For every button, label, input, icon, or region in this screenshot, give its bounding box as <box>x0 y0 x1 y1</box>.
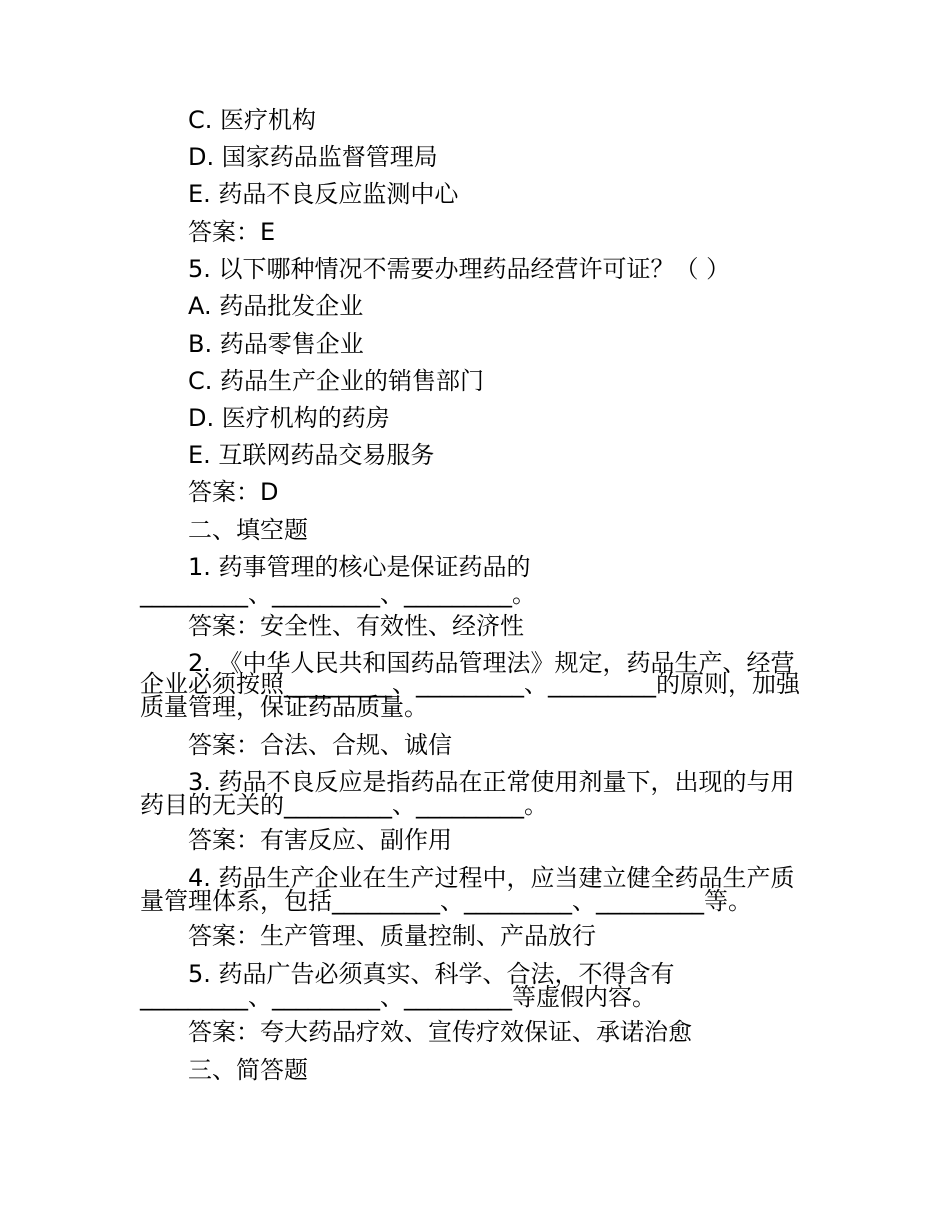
q5-option-b: B. 药品零售企业 <box>188 330 364 358</box>
q5-option-e: E. 互联网药品交易服务 <box>188 441 435 469</box>
section-title-fill-in: 二、填空题 <box>188 516 308 544</box>
fill-q5-answer: 答案：夸大药品疗效、宣传疗效保证、承诺治愈 <box>188 1018 692 1046</box>
q4-answer: 答案：E <box>188 218 276 246</box>
fill-q2-line3: 质量管理，保证药品质量。 <box>140 693 428 721</box>
q4-option-c: C. 医疗机构 <box>188 106 317 134</box>
section-title-short-answer: 三、简答题 <box>188 1056 308 1084</box>
fill-q5-line2: _________、_________、_________等虚假内容。 <box>140 983 656 1011</box>
fill-q2-line1: 2. 《中华人民共和国药品管理法》规定，药品生产、经营 <box>188 649 795 677</box>
fill-q2-answer: 答案：合法、合规、诚信 <box>188 731 452 759</box>
fill-q4-line2: 量管理体系，包括_________、_________、_________等。 <box>140 887 752 915</box>
q5-answer: 答案：D <box>188 478 279 506</box>
fill-q5-line1: 5. 药品广告必须真实、科学、合法，不得含有 <box>188 960 675 988</box>
q4-option-e: E. 药品不良反应监测中心 <box>188 180 459 208</box>
fill-q1-line1: 1. 药事管理的核心是保证药品的 <box>188 553 531 581</box>
q5-option-a: A. 药品批发企业 <box>188 292 364 320</box>
fill-q1-line2: _________、_________、_________。 <box>140 580 536 608</box>
fill-q3-line1: 3. 药品不良反应是指药品在正常使用剂量下，出现的与用 <box>188 768 795 796</box>
q5-question: 5. 以下哪种情况不需要办理药品经营许可证？（ ） <box>188 255 731 283</box>
fill-q2-line2: 企业必须按照_________、_________、_________的原则，加强 <box>140 670 800 698</box>
fill-q4-answer: 答案：生产管理、质量控制、产品放行 <box>188 922 596 950</box>
fill-q4-line1: 4. 药品生产企业在生产过程中，应当建立健全药品生产质 <box>188 864 795 892</box>
fill-q3-answer: 答案：有害反应、副作用 <box>188 826 452 854</box>
q4-option-d: D. 国家药品监督管理局 <box>188 143 438 171</box>
q5-option-c: C. 药品生产企业的销售部门 <box>188 367 485 395</box>
fill-q3-line2: 药目的无关的_________、_________。 <box>140 791 548 819</box>
fill-q1-answer: 答案：安全性、有效性、经济性 <box>188 612 524 640</box>
q5-option-d: D. 医疗机构的药房 <box>188 404 390 432</box>
